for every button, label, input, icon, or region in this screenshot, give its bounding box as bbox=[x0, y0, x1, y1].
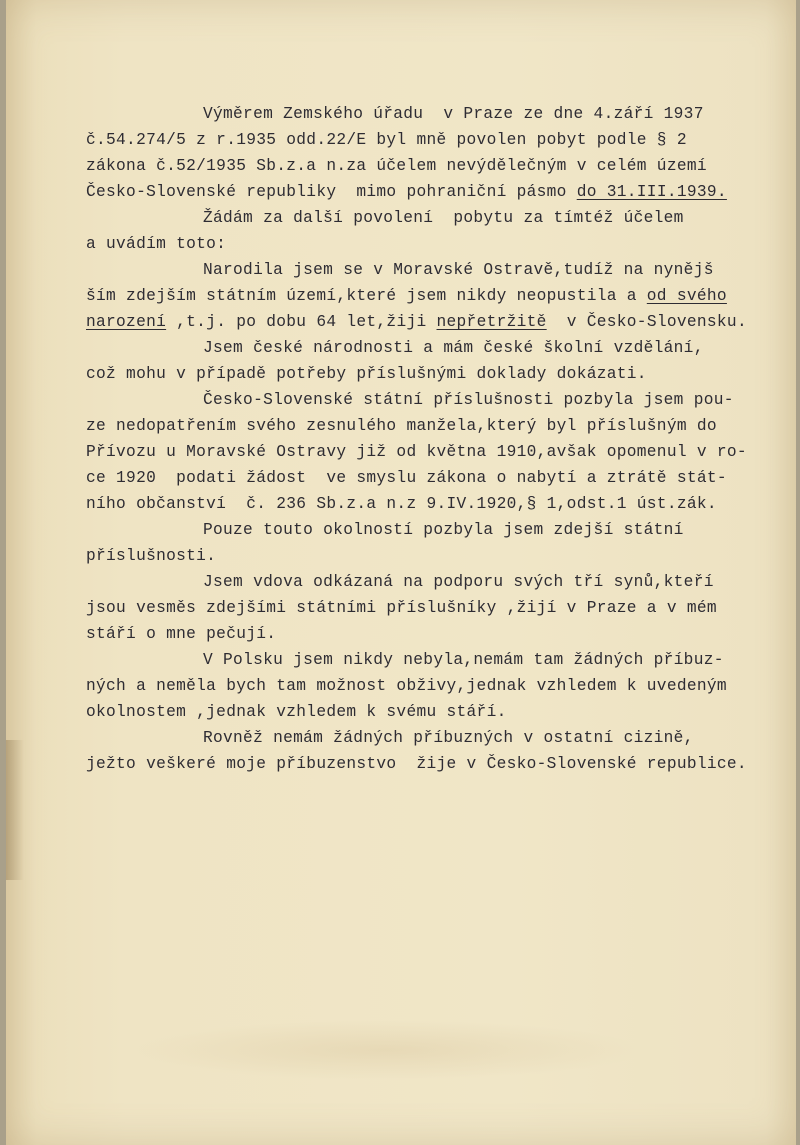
text-line: Žádám za další povolení pobytu za tímtéž účelem bbox=[203, 209, 684, 227]
text-line: Česko-Slovenské státní příslušnosti pozbyla jsem pou- bbox=[203, 391, 734, 409]
text-line: příslušnosti. bbox=[86, 547, 217, 565]
text-line: Jsem vdova odkázaná na podporu svých tří synů,kteří bbox=[203, 573, 714, 591]
text-line: ce 1920 podati žádost ve smyslu zákona o nabytí a ztrátě stát- bbox=[86, 469, 727, 487]
text-line bbox=[86, 312, 747, 334]
text-line: zákona č.52/1935 Sb.z.a n.za účelem nevýdělečným v celém území bbox=[86, 157, 707, 175]
text-line: ního občanství č. 236 Sb.z.a n.z 9.IV.1920,§ 1,odst.1 úst.zák. bbox=[86, 495, 717, 513]
text-span: ,t.j. po dobu 64 let,žiji bbox=[166, 313, 437, 331]
text-line bbox=[86, 182, 727, 204]
text-line: V Polsku jsem nikdy nebyla,nemám tam žádných příbuz- bbox=[203, 651, 724, 669]
text-line: ze nedopatřením svého zesnulého manžela,který byl příslušným do bbox=[86, 417, 717, 435]
text-line: ježto veškeré moje příbuzenstvo žije v Česko-Slovenské republice. bbox=[86, 755, 747, 773]
underlined-phrase: nepřetržitě bbox=[436, 313, 547, 331]
text-line: a uvádím toto: bbox=[86, 235, 227, 253]
text-span: v Česko-Slovensku. bbox=[546, 313, 747, 331]
text-line: č.54.274/5 z r.1935 odd.22/E byl mně povolen pobyt podle § 2 bbox=[86, 131, 687, 149]
underlined-phrase: narození bbox=[86, 313, 167, 331]
text-line: Pouze touto okolností pozbyla jsem zdejší státní bbox=[203, 521, 684, 539]
text-line: Přívozu u Moravské Ostravy již od května 1910,avšak opomenul v ro- bbox=[86, 443, 747, 461]
text-line: jsou vesměs zdejšími státními příslušníky ,žijí v Praze a v mém bbox=[86, 599, 717, 617]
text-line: Výměrem Zemského úřadu v Praze ze dne 4.září 1937 bbox=[203, 105, 704, 123]
text-line: Jsem české národnosti a mám české školní vzdělání, bbox=[203, 339, 704, 357]
underlined-phrase: od svého bbox=[646, 287, 727, 305]
text-line: což mohu v případě potřeby příslušnými doklady dokázati. bbox=[86, 365, 647, 383]
text-span: Česko-Slovenské republiky mimo pohraniční pásmo bbox=[86, 183, 577, 201]
text-line: Narodila jsem se v Moravské Ostravě,tudíž na nynějš bbox=[203, 261, 714, 279]
text-line: stáří o mne pečují. bbox=[86, 625, 277, 643]
text-line: ných a neměla bych tam možnost obživy,jednak vzhledem k uvedeným bbox=[86, 677, 727, 695]
text-span: ším zdejším státním území,které jsem nikdy neopustila a bbox=[86, 287, 647, 305]
paper-stain bbox=[126, 1020, 646, 1080]
text-line: Rovněž nemám žádných příbuzných v ostatní cizině, bbox=[203, 729, 694, 747]
underlined-date: do 31.III.1939. bbox=[576, 183, 727, 201]
text-line bbox=[86, 286, 727, 308]
paper-fold-shadow bbox=[6, 740, 24, 880]
text-line: okolnostem ,jednak vzhledem k svému stáří. bbox=[86, 703, 507, 721]
